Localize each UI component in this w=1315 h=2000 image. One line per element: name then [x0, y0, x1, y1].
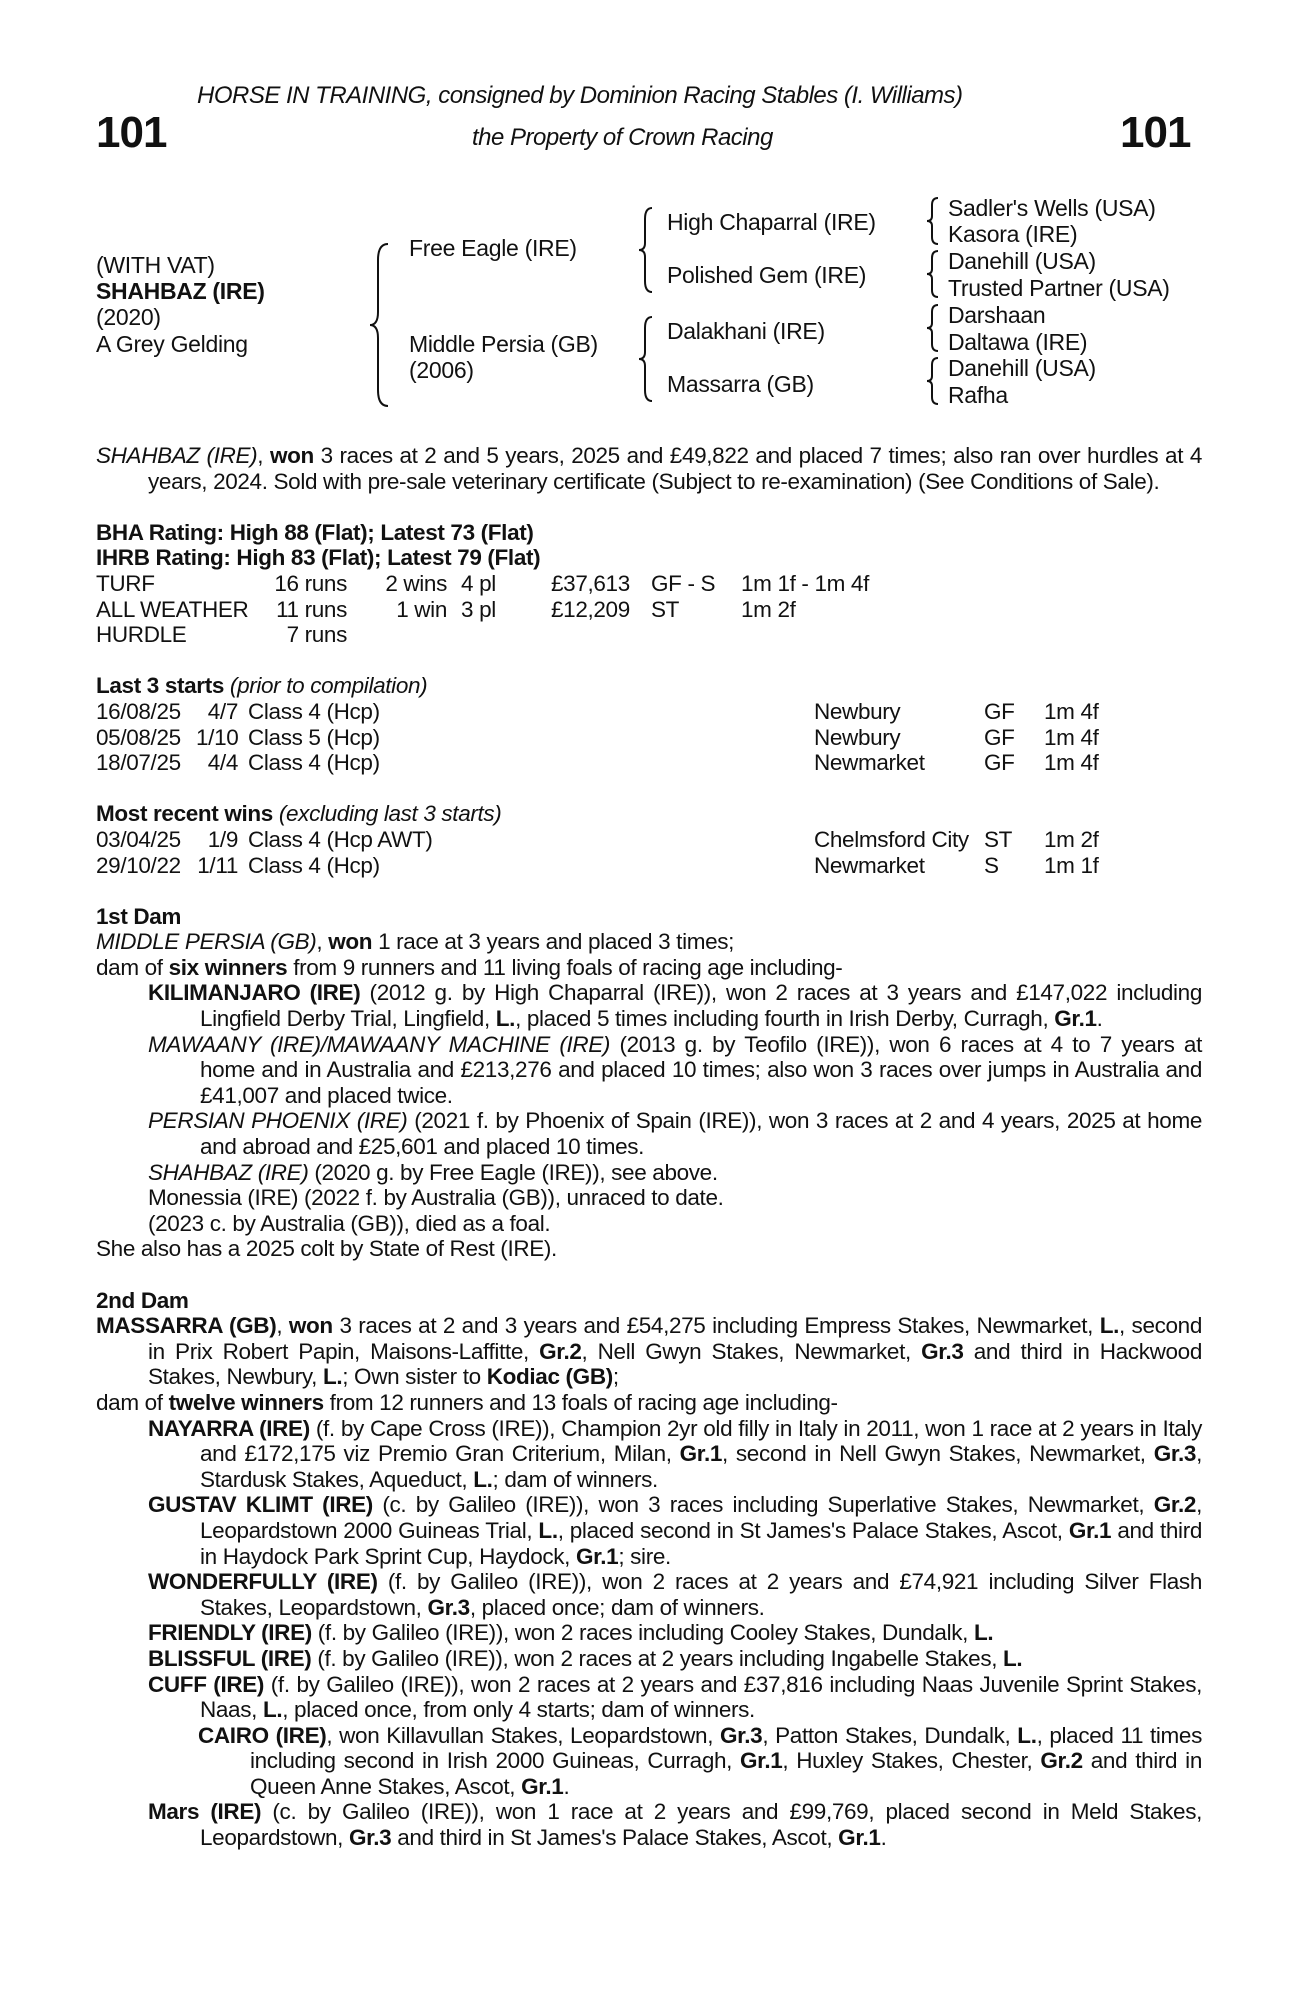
record-row [96, 571, 1202, 597]
italic-text: SHAHBAZ (IRE) [148, 1159, 309, 1185]
bold-text: BLISSFUL (IRE) [148, 1645, 312, 1671]
bold-text: L. [1017, 1722, 1037, 1748]
text-run: (f. by Galileo (IRE)), won 2 races at 2 years including Ingabelle Stakes, [311, 1645, 1004, 1671]
sire-dam: Polished Gem (IRE) [667, 262, 867, 288]
bold-text: Gr.3 [719, 1722, 763, 1748]
recent-wins-note: (excluding last 3 starts) [278, 801, 502, 827]
foaling-year: (2020) [96, 304, 161, 330]
dam-sire: Dalakhani (IRE) [667, 318, 825, 344]
bold-text: L. [495, 1006, 516, 1032]
start-row [96, 750, 1202, 776]
bold-text: Gr.1 [521, 1773, 564, 1799]
text-run: , Nell Gwyn Stakes, Newmarket, [581, 1338, 922, 1364]
bold-text: Gr.1 [1068, 1517, 1112, 1543]
text-run: , placed 5 times including fourth in Irish Derby, Curragh, [515, 1006, 1055, 1032]
record-surface: TURF [96, 570, 155, 596]
dam: Middle Persia (GB) [409, 331, 598, 357]
record-runs: 11 runs [276, 596, 347, 622]
last-starts-title: Last 3 starts [96, 673, 225, 699]
gg-sire-3: Darshaan [948, 302, 1046, 328]
bold-text: KILIMANJARO (IRE) [148, 980, 361, 1006]
lot-number-left: 101 [96, 108, 167, 157]
start-course: Newmarket [814, 750, 925, 776]
record-placed: 3 pl [461, 596, 496, 622]
text-run: ; dam of winners. [492, 1466, 658, 1492]
bold-text: CAIRO (IRE) [198, 1722, 327, 1748]
start-date: 18/07/25 [96, 750, 181, 776]
produce-entry [148, 1416, 1202, 1493]
text-run: (c. by Galileo (IRE)), won 1 race at 2 years and £99,769, placed second in Meld Stakes, Leopardstown, [200, 1799, 1202, 1851]
pedigree-brace-g56 [925, 302, 943, 354]
recent-wins-title: Most recent wins [96, 801, 273, 827]
record-dist: 1m 2f [741, 596, 796, 622]
gg-dam-4: Rafha [948, 382, 1008, 408]
start-date: 29/10/22 [96, 852, 181, 878]
second-dam-body [96, 1313, 1202, 1850]
text-run: (2023 c. by Australia (GB)), died as a foal. [148, 1210, 551, 1236]
pedigree-brace-dam [636, 314, 658, 404]
spacer [96, 648, 1202, 674]
pedigree-brace-main [366, 240, 396, 410]
text-run: 3 races at 2 and 3 years and £54,275 including Empress Stakes, Newmarket, [332, 1313, 1100, 1339]
italic-text: MAWAANY (IRE)/MAWAANY MACHINE (IRE) [148, 1031, 611, 1057]
produce-entry [148, 1032, 1202, 1109]
recent-wins-heading [96, 801, 1202, 827]
bold-text: Gr.3 [1153, 1441, 1197, 1467]
bold-text: WONDERFULLY (IRE) [148, 1569, 378, 1595]
dam-footer-note: She also has a 2025 colt by State of Rest (IRE). [96, 1236, 557, 1262]
spacer [96, 494, 1202, 520]
racing-record-table [96, 571, 1202, 648]
start-race: Class 4 (Hcp AWT) [248, 826, 433, 852]
gg-sire-2: Danehill (USA) [948, 248, 1096, 274]
produce-entry [148, 1211, 1202, 1237]
text-run: (2013 g. by Teofilo (IRE)), won 6 races at 4 to 7 years at home and in Australia and £213,276 and placed 10 times; also won 3 races over jumps in Australia and £41,007 and placed twice. [200, 1031, 1202, 1108]
start-course: Newmarket [814, 852, 925, 878]
bold-text: FRIENDLY (IRE) [148, 1620, 312, 1646]
record-dist: 1m 1f - 1m 4f [741, 570, 869, 596]
bold-text: won [328, 929, 373, 955]
start-dist: 1m 1f [1044, 852, 1099, 878]
record-runs: 16 runs [274, 570, 347, 596]
produce-entry [148, 1185, 1202, 1211]
bold-text: Kodiac (GB) [486, 1364, 613, 1390]
grand-produce-entry [198, 1723, 1202, 1800]
lot-number-right: 101 [1120, 108, 1191, 157]
pedigree-brace-g12 [925, 195, 943, 247]
record-prize: £12,209 [551, 596, 630, 622]
produce-entry [148, 1108, 1202, 1159]
pedigree-brace-sire [636, 205, 658, 295]
text-run: from 9 runners and 11 living foals of racing age including- [287, 954, 843, 980]
gg-dam-1: Kasora (IRE) [948, 221, 1078, 247]
produce-entry [148, 1799, 1202, 1850]
spacer [96, 1262, 1202, 1288]
bold-text: NAYARRA (IRE) [148, 1415, 310, 1441]
start-going: GF [984, 698, 1015, 724]
text-run: and third in St James's Palace Stakes, Ascot, [391, 1825, 839, 1851]
bold-text: Gr.3 [348, 1825, 392, 1851]
record-surface: ALL WEATHER [96, 596, 249, 622]
produce-entry [148, 1492, 1202, 1569]
start-date: 05/08/25 [96, 724, 181, 750]
start-going: GF [984, 750, 1015, 776]
text-run: ; [612, 1364, 619, 1390]
text-run: (2012 g. by High Chaparral (IRE)), won 2 races at 3 years and £147,022 including Lingfield Derby Trial, Lingfield, [200, 980, 1202, 1032]
text-run: , second in Prix Robert Papin, Maisons-Laffitte, [148, 1313, 1203, 1364]
text-run: (c. by Galileo (IRE)), won 3 races including Superlative Stakes, Newmarket, [372, 1492, 1154, 1518]
record-row [96, 597, 1202, 623]
start-pos: 1/9 [207, 826, 238, 852]
text-run: and third in Queen Anne Stakes, Ascot, [250, 1748, 1202, 1799]
produce-entry [148, 980, 1202, 1031]
start-going: GF [984, 724, 1015, 750]
sire-sire: High Chaparral (IRE) [667, 209, 876, 235]
text-run: , Patton Stakes, Dundalk, [762, 1722, 1018, 1748]
last-starts-note: (prior to compilation) [229, 673, 428, 699]
bold-text: Gr.1 [740, 1748, 783, 1774]
italic-text: MIDDLE PERSIA (GB) [96, 929, 317, 955]
record-row [96, 622, 1202, 648]
text-run: , placed second in St James's Palace Stakes, Ascot, [557, 1517, 1069, 1543]
pedigree-brace-g34 [925, 248, 943, 300]
record-dist [741, 622, 1202, 648]
text-run: , won Killavullan Stakes, Leopardstown, [326, 1722, 720, 1748]
dam-produce-summary [96, 955, 1202, 981]
dam-record [96, 929, 1202, 955]
bold-text: Gr.3 [427, 1594, 470, 1620]
win-row [96, 827, 1202, 853]
text-run: , placed 11 times including second in Irish 2000 Guineas, Curragh, [250, 1722, 1202, 1774]
spacer [96, 776, 1202, 802]
start-row [96, 699, 1202, 725]
start-race: Class 4 (Hcp) [248, 750, 380, 776]
start-race: Class 4 (Hcp) [248, 698, 380, 724]
start-going: S [984, 852, 999, 878]
record-placed: 4 pl [461, 570, 496, 596]
win-row [96, 853, 1202, 879]
record-prize [551, 622, 651, 648]
race-summary [96, 443, 1202, 494]
text-run: , [276, 1313, 289, 1339]
first-dam-heading: 1st Dam [96, 903, 182, 929]
text-run: . [563, 1773, 570, 1799]
bold-text: Gr.1 [575, 1543, 619, 1569]
bha-rating: BHA Rating: High 88 (Flat); Latest 73 (Flat) [96, 519, 534, 545]
text-run: ; Own sister to [342, 1364, 487, 1390]
text-run: dam of [96, 954, 169, 980]
bold-text: MASSARRA (GB) [96, 1313, 277, 1339]
dam-dam: Massarra (GB) [667, 371, 814, 397]
record-wins: 1 win [396, 596, 447, 622]
bold-text: CUFF (IRE) [148, 1671, 265, 1697]
produce-entry [148, 1620, 1202, 1646]
text-run: , Huxley Stakes, Chester, [782, 1748, 1041, 1774]
last-starts-heading [96, 673, 1202, 699]
italic-text: PERSIAN PHOENIX (IRE) [148, 1108, 408, 1134]
text-run: 1 race at 3 years and placed 3 times; [372, 929, 735, 955]
start-pos: 4/4 [207, 750, 238, 776]
start-course: Newbury [814, 698, 901, 724]
bold-text: L. [473, 1466, 493, 1492]
start-going: ST [984, 826, 1013, 852]
start-row [96, 725, 1202, 751]
start-course: Chelmsford City [814, 826, 969, 852]
start-dist: 1m 2f [1044, 826, 1099, 852]
bold-text: six winners [168, 954, 288, 980]
bold-text: L. [538, 1517, 558, 1543]
text-run: (2020 g. by Free Eagle (IRE)), see above. [308, 1159, 718, 1185]
record-wins [361, 622, 461, 648]
record-wins: 2 wins [385, 570, 447, 596]
record-surface: HURDLE [96, 622, 187, 648]
gg-sire-1: Sadler's Wells (USA) [948, 195, 1156, 221]
lot-content [96, 443, 1202, 1851]
text-run: and third in Haydock Park Sprint Cup, Haydock, [200, 1517, 1203, 1569]
text-run: , [316, 929, 329, 955]
bold-text: L. [973, 1620, 994, 1646]
text-run: (f. by Cape Cross (IRE)), Champion 2yr old filly in Italy in 2011, won 1 race at 2 years in Italy and £172,175 viz Premio Gran Criterium, Milan, [200, 1415, 1202, 1467]
second-dam-produce-summary [96, 1390, 1202, 1416]
start-pos: 4/7 [207, 698, 238, 724]
produce-entry [148, 1569, 1202, 1620]
text-run: , Stardusk Stakes, Aqueduct, [200, 1441, 1202, 1492]
record-going [651, 622, 741, 648]
vat-note: (WITH VAT) [96, 252, 215, 278]
text-run: (f. by Galileo (IRE)), won 2 races at 2 years and £37,816 including Naas Juvenile Sprint Stakes, Naas, [200, 1671, 1203, 1723]
text-run: , [257, 443, 270, 468]
bold-text: Gr.3 [921, 1338, 964, 1364]
bold-text: won [269, 443, 314, 468]
start-pos: 1/11 [197, 852, 238, 878]
record-prize: £37,613 [551, 570, 630, 596]
bold-text: Gr.2 [539, 1338, 582, 1364]
start-dist: 1m 4f [1044, 750, 1099, 776]
record-placed [461, 622, 551, 648]
gg-dam-3: Daltawa (IRE) [948, 329, 1088, 355]
text-run: (2021 f. by Phoenix of Spain (IRE)), won 3 races at 2 and 4 years, 2025 at home and abroad and £25,601 and placed 10 times. [200, 1108, 1202, 1160]
text-run: . [1096, 1006, 1103, 1032]
text-run: dam of [96, 1389, 169, 1415]
consignor-line: HORSE IN TRAINING, consigned by Dominion Racing Stables (I. Williams) [197, 82, 963, 109]
bold-text: L. [1099, 1313, 1120, 1339]
text-run: (f. by Galileo (IRE)), won 2 races at 2 years and £74,921 including Silver Flash Stakes, Leopardstown, [200, 1569, 1202, 1620]
sire: Free Eagle (IRE) [409, 235, 577, 261]
second-dam-record [96, 1313, 1202, 1390]
bold-text: twelve winners [168, 1389, 324, 1415]
property-line: the Property of Crown Racing [472, 124, 773, 151]
gg-sire-4: Danehill (USA) [948, 355, 1096, 381]
pedigree-brace-g78 [925, 355, 943, 407]
text-run: and third in Hackwood Stakes, Newbury, [148, 1338, 1202, 1390]
start-dist: 1m 4f [1044, 698, 1099, 724]
bold-text: Gr.2 [1040, 1748, 1083, 1774]
text-run: 3 races at 2 and 5 years, 2025 and £49,822 and placed 7 times; also ran over hurdles at 4 years, 2024. Sold with pre-sale veterinary certificate (Subject to re-examination) (See Conditions of Sale). [148, 443, 1202, 494]
start-date: 16/08/25 [96, 698, 181, 724]
bold-text: L. [262, 1697, 283, 1723]
recent-wins-table [96, 827, 1202, 878]
start-dist: 1m 4f [1044, 724, 1099, 750]
gg-dam-2: Trusted Partner (USA) [948, 275, 1170, 301]
start-race: Class 4 (Hcp) [248, 852, 380, 878]
record-going: GF - S [651, 570, 716, 596]
text-run: , second in Nell Gwyn Stakes, Newmarket, [722, 1441, 1154, 1467]
start-date: 03/04/25 [96, 826, 181, 852]
ihrb-rating: IHRB Rating: High 83 (Flat); Latest 79 (Flat) [96, 545, 541, 571]
produce-entry [148, 1672, 1202, 1723]
second-dam-heading: 2nd Dam [96, 1287, 189, 1313]
produce-entry [148, 1646, 1202, 1672]
record-runs: 7 runs [286, 622, 347, 648]
text-run: , Leopardstown 2000 Guineas Trial, [200, 1492, 1202, 1543]
bold-text: GUSTAV KLIMT (IRE) [148, 1492, 373, 1518]
record-going: ST [651, 596, 680, 622]
first-dam-body [96, 929, 1202, 1262]
horse-name: SHAHBAZ (IRE) [96, 278, 265, 304]
start-race: Class 5 (Hcp) [248, 724, 380, 750]
dam-year: (2006) [409, 357, 474, 383]
text-run: ; sire. [618, 1543, 671, 1569]
bold-text: Gr.1 [1054, 1006, 1097, 1032]
bold-text: Mars (IRE) [148, 1799, 262, 1825]
bold-text: Gr.1 [838, 1825, 881, 1851]
bold-text: L. [322, 1364, 343, 1390]
bold-text: Gr.2 [1153, 1492, 1197, 1518]
start-pos: 1/10 [196, 724, 239, 750]
text-run: , placed once, from only 4 starts; dam of winners. [282, 1697, 755, 1723]
last-starts-table [96, 699, 1202, 776]
bold-text: L. [1003, 1645, 1023, 1671]
spacer [96, 878, 1202, 904]
text-run: Monessia (IRE) (2022 f. by Australia (GB)), unraced to date. [148, 1185, 724, 1211]
text-run: . [880, 1825, 887, 1851]
horse-description: A Grey Gelding [96, 331, 248, 357]
text-run: , placed once; dam of winners. [469, 1594, 765, 1620]
text-run: from 12 runners and 13 foals of racing age including- [323, 1389, 838, 1415]
bold-text: won [288, 1313, 333, 1339]
bold-text: Gr.1 [679, 1441, 723, 1467]
produce-entry [148, 1160, 1202, 1186]
italic-text: SHAHBAZ (IRE) [96, 443, 258, 468]
text-run: (f. by Galileo (IRE)), won 2 races including Cooley Stakes, Dundalk, [311, 1620, 974, 1646]
start-course: Newbury [814, 724, 901, 750]
